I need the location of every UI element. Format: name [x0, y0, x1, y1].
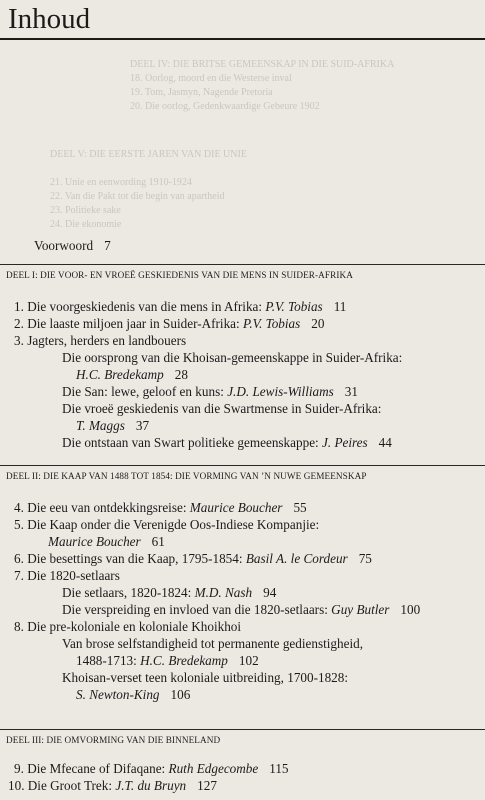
entry-title: Die voorgeskiedenis van die mens in Afrika: [27, 299, 266, 314]
entry-title: Die eeu van ontdekkingsreise: [27, 500, 190, 515]
entry-number: 10. [8, 778, 25, 793]
toc-subentry [62, 434, 392, 451]
page-number: 100 [400, 602, 421, 617]
faded-line: DEEL IV: DIE BRITSE GEMEENSKAP IN DIE SUID-AFRIKA [130, 59, 395, 70]
entry-author: J.D. Lewis-Williams [227, 384, 334, 399]
toc-subentry [62, 584, 276, 601]
entry-number: 9. [14, 761, 24, 776]
entry-author: J.T. du Bruyn [115, 778, 187, 793]
page-number: 44 [378, 435, 392, 450]
entry-author: Maurice Boucher [48, 534, 141, 549]
entry-title: Die setlaars, 1820-1824: [62, 585, 195, 600]
toc-entry [8, 760, 289, 777]
entry-title: Die San: lewe, geloof en kuns: [62, 384, 228, 399]
toc-entry [14, 516, 319, 550]
entry-title: Die oorsprong van die Khoisan-gemeenskappe in Suider-Afrika: [62, 350, 403, 365]
title-rule [0, 38, 485, 40]
toc-subentry [62, 383, 358, 400]
toc-entry [8, 777, 217, 794]
entry-author: Basil A. le Cordeur [245, 551, 348, 566]
faded-line: 24. Die ekonomie [50, 219, 122, 230]
section-rule [0, 465, 485, 466]
toc-entry [14, 332, 186, 349]
entry-title: Die 1820-setlaars [27, 568, 120, 583]
page-number: 31 [344, 384, 358, 399]
entry-title: Die laaste miljoen jaar in Suider-Afrika: [27, 316, 243, 331]
entry-author: T. Maggs [76, 418, 125, 433]
entry-author: M.D. Nash [194, 585, 253, 600]
entry-author: P.V. Tobias [242, 316, 301, 331]
entry-title: Voorwoord [34, 238, 94, 253]
entry-title: Die Groot Trek: [27, 778, 116, 793]
page-number: 11 [333, 299, 347, 314]
entry-number: 6. [14, 551, 24, 566]
entry-number: 2. [14, 316, 24, 331]
entry-author: Ruth Edgecombe [168, 761, 259, 776]
entry-title: Die vroeë geskiedenis van die Swartmense in Suider-Afrika: [62, 401, 382, 416]
faded-line: 22. Van die Pakt tot die begin van apartheid [50, 191, 225, 202]
entry-number: 1. [14, 299, 24, 314]
faded-line: 20. Die oorlog, Gedenkwaardige Gebeure 1902 [130, 101, 320, 112]
toc-entry [14, 550, 372, 567]
entry-author: Maurice Boucher [189, 500, 283, 515]
toc-entry [14, 618, 241, 635]
page-number: 75 [358, 551, 372, 566]
entry-author: H.C. Bredekamp [76, 367, 164, 382]
entry-title-cont: 1488-1713: [76, 653, 141, 668]
part-heading: DEEL II: DIE KAAP VAN 1488 TOT 1854: DIE VORMING VAN ʼN NUWE GEMEENSKAP [6, 471, 367, 481]
front-matter-entry [34, 237, 111, 254]
entry-author: S. Newton-King [76, 687, 160, 702]
entry-number: 5. [14, 517, 24, 532]
page-number: 37 [135, 418, 150, 433]
entry-title: Die ontstaan van Swart politieke gemeenskappe: [62, 435, 323, 450]
page-number: 61 [151, 534, 165, 549]
entry-title: Die Mfecane of Difaqane: [27, 761, 169, 776]
toc-entry [14, 298, 346, 315]
toc-entry [14, 499, 307, 516]
faded-line: DEEL V: DIE EERSTE JAREN VAN DIE UNIE [50, 149, 247, 160]
toc-subentry [62, 400, 381, 434]
part-heading: DEEL I: DIE VOOR- EN VROEË GESKIEDENIS VAN DIE MENS IN SUIDER-AFRIKA [6, 270, 353, 280]
entry-title: Van brose selfstandigheid tot permanente gedienstigheid, [62, 636, 364, 651]
entry-title: Die Kaap onder die Verenigde Oos-Indiese Kompanjie: [27, 517, 320, 532]
toc-entry [14, 315, 324, 332]
page-title: Inhoud [8, 3, 91, 35]
faded-line: 21. Unie en eenwording 1910-1924 [50, 177, 192, 188]
entry-number: 8. [14, 619, 24, 634]
entry-title: Jagters, herders en landbouers [27, 333, 187, 348]
entry-author: J. Peires [322, 435, 368, 450]
faded-line: 23. Politieke sake [50, 205, 121, 216]
page-number: 127 [197, 778, 217, 793]
page-number: 55 [293, 500, 307, 515]
entry-author: H.C. Bredekamp [140, 653, 228, 668]
page-number: 28 [174, 367, 188, 382]
section-rule [0, 264, 485, 265]
entry-author: P.V. Tobias [265, 299, 323, 314]
part-heading: DEEL III: DIE OMVORMING VAN DIE BINNELAND [6, 735, 221, 745]
entry-title: Khoisan-verset teen koloniale uitbreiding, 1700-1828: [62, 670, 349, 685]
entry-title: Die verspreiding en invloed van die 1820-setlaars: [62, 602, 332, 617]
toc-subentry [62, 349, 402, 383]
page-number: 102 [238, 653, 259, 668]
toc-subentry [62, 635, 363, 669]
page-number: 20 [311, 316, 325, 331]
entry-title: Die pre-koloniale en koloniale Khoikhoi [27, 619, 242, 634]
page-number: 115 [269, 761, 289, 776]
page-number: 7 [104, 238, 111, 253]
faded-line: 19. Tom, Jasmyn, Nagende Pretoria [130, 87, 273, 98]
toc-entry [14, 567, 120, 584]
entry-number: 4. [14, 500, 24, 515]
entry-number: 3. [14, 333, 24, 348]
entry-title: Die besettings van die Kaap, 1795-1854: [27, 551, 246, 566]
entry-number: 7. [14, 568, 24, 583]
faded-line: 18. Oorlog, moord en die Westerse inval [130, 73, 292, 84]
page-number: 106 [170, 687, 191, 702]
page-number: 94 [263, 585, 277, 600]
toc-subentry [62, 601, 420, 618]
section-rule [0, 729, 485, 730]
toc-subentry [62, 669, 348, 703]
entry-author: Guy Butler [331, 602, 390, 617]
